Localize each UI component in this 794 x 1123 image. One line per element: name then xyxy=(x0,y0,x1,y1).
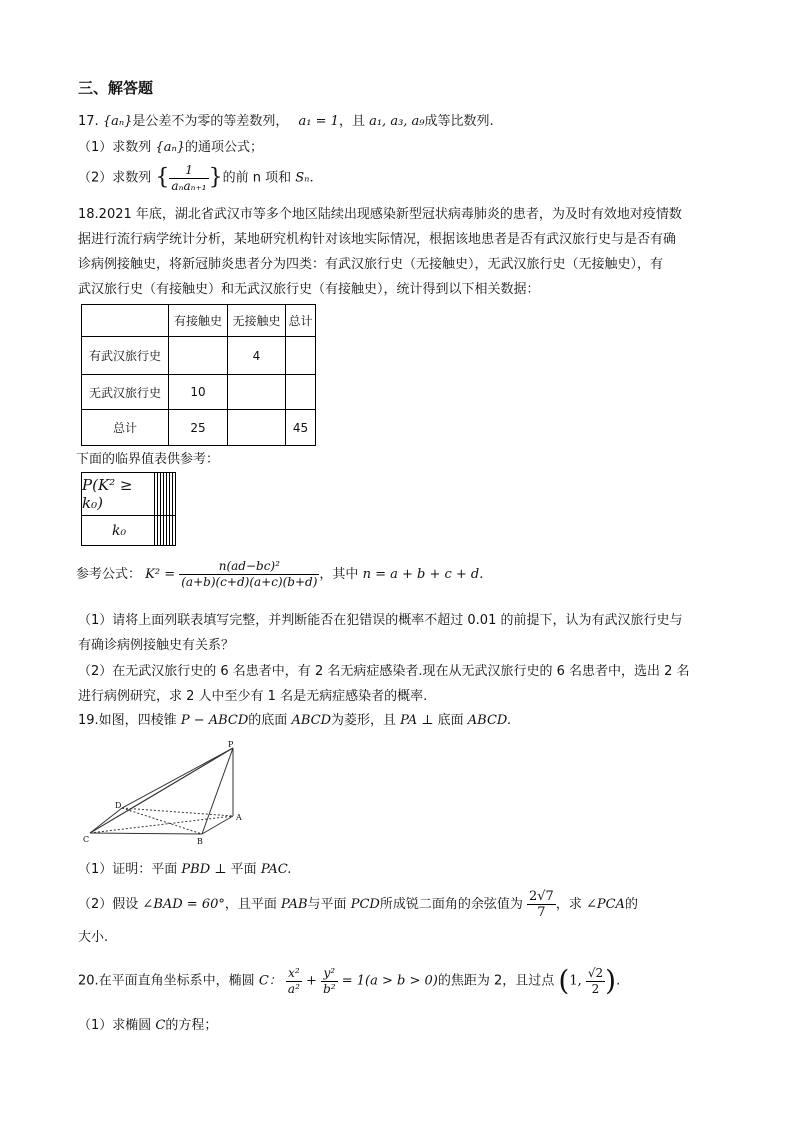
q19-base2: ABCD. xyxy=(467,713,512,728)
reference-formula xyxy=(76,558,483,592)
table-row xyxy=(82,516,176,546)
q19-part1 xyxy=(78,860,291,880)
q17-terms: a₁, a₃, a₉ xyxy=(369,114,425,129)
q20-x-fraction xyxy=(286,966,302,997)
q19-base: ABCD xyxy=(291,713,332,728)
q19-p1-mid: 平面 xyxy=(230,862,257,877)
q17-statement xyxy=(78,112,494,132)
q17-cond: a₁ = 1 xyxy=(298,114,339,129)
table-cell: 45 xyxy=(286,410,316,446)
q19-statement xyxy=(78,711,511,731)
crit-intro: 下面的临界值表供参考： xyxy=(76,452,220,467)
q18-line4: 武汉旅行史（有接触史）和无武汉旅行史（有接触史），统计得到以下相关数据： xyxy=(78,282,540,297)
formula-den: (a+b)(c+d)(a+c)(b+d) xyxy=(181,575,318,589)
table-header-cell: 有接触史 xyxy=(169,305,228,337)
crit-row1-label: P(K² ≥ k₀) xyxy=(82,473,155,516)
table-cell: 总计 xyxy=(82,410,169,446)
formula-n: n = a + b + c + d. xyxy=(362,567,484,582)
q20-x-den: a² xyxy=(287,981,300,996)
q17-text2: ，且 xyxy=(338,114,365,129)
q20-p1-end: 的方程； xyxy=(165,1018,218,1033)
table-cell xyxy=(228,410,286,446)
table-row xyxy=(82,375,316,410)
q18-part1-line2: 有确诊病例接触史有关系？ xyxy=(78,638,235,653)
table-row xyxy=(82,473,176,516)
q17-p2-sum: Sₙ. xyxy=(295,170,314,186)
formula-label: 参考公式： xyxy=(76,567,142,582)
formula-mid: ，其中 xyxy=(319,567,359,582)
q20-pt-num: √2 xyxy=(587,965,604,980)
q20-curve: C： xyxy=(258,973,282,989)
q19-p2-pca: ∠PCA xyxy=(585,897,625,912)
q18-part2-line2: 进行病例研究，求 2 人中至少有 1 名是无病症感染者的概率. xyxy=(78,689,428,704)
q20-pt-den: 2 xyxy=(591,981,600,996)
table-cell xyxy=(169,337,228,375)
formula-num: n(ad−bc)² xyxy=(179,559,319,575)
q19-p2-e: ，求 xyxy=(555,897,582,912)
q19-p2-angle: ∠BAD = 60° xyxy=(142,897,225,912)
q19-p2-pcd: PCD xyxy=(350,897,380,912)
q17-p2-fraction xyxy=(169,163,208,194)
vertex-label-d: D xyxy=(115,801,122,810)
table-cell: 无武汉旅行史 xyxy=(82,375,169,410)
q17-p1-text: 的通项公式； xyxy=(184,140,263,155)
q19-p2-a: （2）假设 xyxy=(78,897,139,912)
vertex-label-b: B xyxy=(197,837,203,846)
formula-fraction xyxy=(179,559,319,590)
q19-a: 19.如图，四棱锥 xyxy=(78,713,177,728)
q17-text3: 成等比数列. xyxy=(424,114,494,129)
table-cell xyxy=(286,375,316,410)
table-header-cell: 总计 xyxy=(286,305,316,337)
q18-line2: 据进行流行病学统计分析，某地研究机构针对该地实际情况，根据该地患者是否有武汉旅行史与是否有确 xyxy=(78,232,677,247)
q17-p2-den: aₙaₙ₊₁ xyxy=(171,178,207,193)
table-row xyxy=(82,410,316,446)
q20-y-den: b² xyxy=(323,981,336,996)
q20-b: 的焦距为 2，且过点 xyxy=(437,973,555,989)
q20-a: 20.在平面直角坐标系中，椭圆 xyxy=(78,973,255,989)
table-header-cell xyxy=(82,305,169,337)
vertex-label-c: C xyxy=(83,835,90,844)
q19-p1-pbd: PBD ⊥ xyxy=(181,862,227,877)
q20-eq: = 1(a > b > 0) xyxy=(341,973,438,989)
q18-line1: 18.2021 年底，湖北省武汉市等多个地区陆续出现感染新型冠状病毒肺炎的患者，为及时有效地对疫情数 xyxy=(78,207,682,222)
q19-p2-frac-den: 7 xyxy=(537,905,546,920)
table-header-row xyxy=(82,305,316,337)
pyramid-figure xyxy=(80,738,250,850)
q19-d: 底面 xyxy=(437,713,464,728)
table-cell: 25 xyxy=(169,410,228,446)
q19-p2-c: 与平面 xyxy=(307,897,347,912)
q19-p2-d: 所成锐二面角的余弦值为 xyxy=(379,897,523,912)
q19-p1-pac: PAC. xyxy=(260,862,292,877)
q17-p2-label: （2）求数列 xyxy=(78,170,152,186)
q20-y-fraction xyxy=(321,966,338,997)
q20-statement: 20.在平面直角坐标系中，椭圆 C： $\frac{\text{x²}}{\text{a²}}$ + $\frac{\text{y²}}{\text{b²}}$ = 1(a > b > 0)的焦距为 2，且过点 (1, $\frac{√2}{2}$ ). xyxy=(78,964,621,997)
q20-p1: （1）求椭圆 xyxy=(78,1018,152,1033)
q18-part1-line1: （1）请将上面列联表填写完整，并判断能否在犯错误的概率不超过 0.01 的前提下，认为有武汉旅行史与 xyxy=(78,613,683,628)
q19-p2-f: 的 xyxy=(624,897,638,912)
q19-p2-frac-num: 2√7 xyxy=(528,889,554,904)
table-cell xyxy=(228,375,286,410)
q20-x-num: x² xyxy=(286,966,302,982)
vertex-label-p: P xyxy=(228,740,234,749)
q19-p1-label: （1）证明：平面 xyxy=(78,862,178,877)
q19-c: 为菱形，且 xyxy=(331,713,397,728)
q19-part2-line2: 大小. xyxy=(78,930,109,945)
q17-p2-text: 的前 n 项和 xyxy=(222,170,292,186)
contingency-table xyxy=(81,304,316,446)
q17-p2-num: 1 xyxy=(169,163,208,179)
q17-p1-seq: {aₙ} xyxy=(155,140,185,155)
table-row xyxy=(82,337,316,375)
table-header-cell: 无接触史 xyxy=(228,305,286,337)
table-cell: 4 xyxy=(228,337,286,375)
q17-p1-label: （1）求数列 xyxy=(78,140,152,155)
q19-perp: PA ⊥ xyxy=(400,713,434,728)
q17-part1 xyxy=(78,138,263,158)
q20-p1-c: C xyxy=(155,1018,166,1033)
q17-seq: {aₙ} xyxy=(102,114,133,129)
q18-part2-line1: （2）在无武汉旅行史的 6 名患者中，有 2 名无病症感染者.现在从无武汉旅行史的 6 名患者中，选出 2 名 xyxy=(78,664,690,679)
q18-line3: 诊病例接触史，将新冠肺炎患者分为四类：有武汉旅行史（无接触史），无武汉旅行史（无接触史），有 xyxy=(78,257,664,272)
crit-row2-label: k₀ xyxy=(82,516,155,546)
q19-p2-b: ，且平面 xyxy=(224,897,277,912)
q20-plus: + xyxy=(306,973,317,989)
q17-number: 17. xyxy=(78,114,99,129)
formula-lhs: K² = xyxy=(145,567,176,582)
q20-pt-x: 1, xyxy=(569,973,582,989)
q19-part2 xyxy=(78,888,638,922)
table-cell xyxy=(286,337,316,375)
q19-p2-pab: PAB xyxy=(281,897,308,912)
q19-b: 的底面 xyxy=(248,713,288,728)
q19-pyramid: P − ABCD xyxy=(180,713,249,728)
q20-pt-fraction xyxy=(586,966,605,997)
q17-text1: 是公差不为零的等差数列， xyxy=(132,114,289,129)
section-title: 三、解答题 xyxy=(78,79,154,97)
vertex-label-a: A xyxy=(236,813,242,822)
q19-p2-fraction xyxy=(527,889,556,920)
table-cell: 10 xyxy=(169,375,228,410)
q17-part2: （2）求数列 { $\frac{1}{\text{aₙaₙ₊₁}}$ }的前 n 项和 Sₙ. xyxy=(78,162,314,193)
q20-end: . xyxy=(616,973,621,989)
table-cell: 有武汉旅行史 xyxy=(82,337,169,375)
q20-part1 xyxy=(78,1016,217,1036)
q20-y-num: y² xyxy=(321,966,338,982)
critical-value-table xyxy=(81,472,176,546)
